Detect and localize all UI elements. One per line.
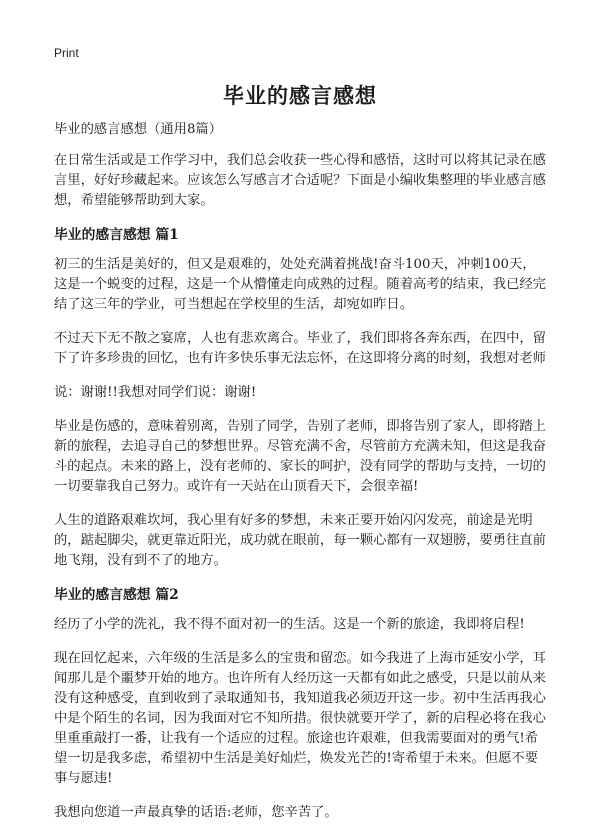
section-heading-1: 毕业的感言感想 篇1 [54,227,179,243]
paragraph: 说：谢谢!!我想对同学们说：谢谢! [54,385,257,400]
paragraph: 毕业是伤感的，意味着别离，告别了同学，告别了老师，即将告别了家人，即将踏上新的旅程，去追寻自己的梦想世界。尽管充满不舍，尽管前方充满未知，但这是我奋斗的起点。未来的路上，没有老师的、家长的呵护，没有同学的帮助与支持，一切的一切要靠我自己努力。或许有一天站在山顶看天下，会很幸福! [54,419,546,494]
paragraph: 现在回忆起来，六年级的生活是多么的宝贵和留恋。如今我进了上海市延安小学，耳闻那儿是个噩梦开始的地方。也许所有人经历这一天都有如此之感受，只是以前从来没有这种感受，直到收到了录取通知书，我知道我必须迈开这一步。初中生活再我心中是个陌生的名词，因为我面对它不知所措。很快就要开学了，新的启程必将在我心里重重敲打一番，让我有一个适应的过程。旅途也许艰难，但我需要面对的勇气!希望一切是我多虑，希望初中生活是美好灿烂，焕发光芒的!寄希望于未来。但愿不要事与愿违! [54,651,546,786]
page-title: 毕业的感言感想 [223,84,377,108]
paragraph: 我想向您道一声最真挚的话语:老师，您辛苦了。 [54,805,338,820]
paragraph: 经历了小学的洗礼，我不得不面对初一的生活。这是一个新的旅途，我即将启程! [54,617,525,632]
paragraph: 不过天下无不散之宴席，人也有悲欢离合。毕业了，我们即将各奔东西，在四中，留下了许多珍贵的回忆，也有许多快乐事无法忘怀，在这即将分离的时刻，我想对老师 [54,331,546,366]
article-body [54,120,548,837]
section-heading-2: 毕业的感言感想 篇2 [54,587,179,603]
paragraph: 人生的道路艰难坎坷，我心里有好多的梦想，未来正要开始闪闪发亮，前途是光明的，踮起脚尖，就更靠近阳光，成功就在眼前，每一颗心都有一双翅膀，要勇往直前地飞翔，没有到不了的地方。 [54,513,546,568]
print-link[interactable]: Print [54,46,79,60]
article-subtitle: 毕业的感言感想（通用8篇） [54,122,223,137]
intro-paragraph: 在日常生活或是工作学习中，我们总会收获一些心得和感悟，这时可以将其记录在感言里，好好珍藏起来。应该怎么写感言才合适呢？下面是小编收集整理的毕业感言感想，希望能够帮助到大家。 [54,153,546,208]
paragraph: 初三的生活是美好的，但又是艰难的，处处充满着挑战!奋斗100天，冲刺100天，这是一个蜕变的过程，这是一个从懵懂走向成熟的过程。随着高考的结束，我已经完结了这三年的学业，可当想起在学校里的生活，却宛如昨日。 [54,257,546,312]
